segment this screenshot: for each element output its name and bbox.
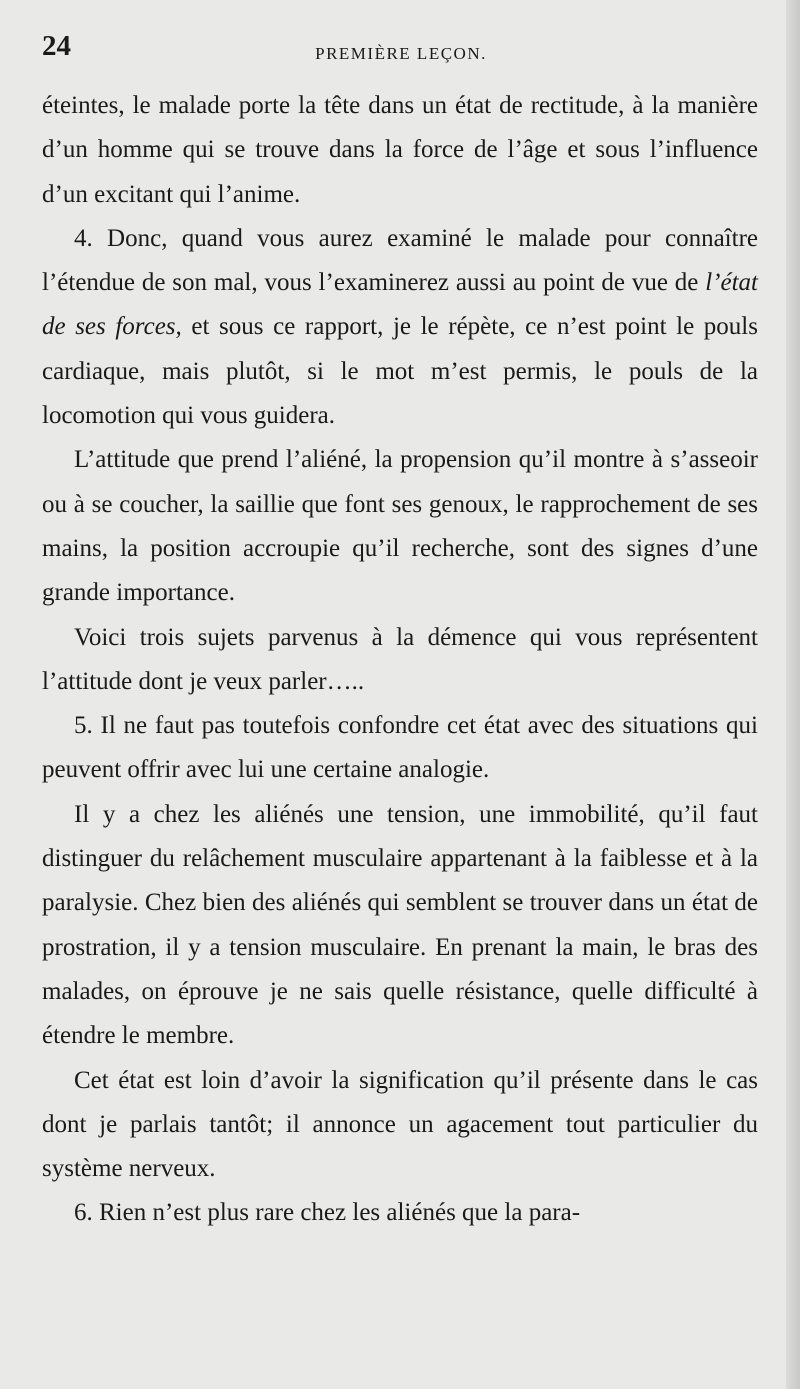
- paragraph-2: [42, 217, 758, 438]
- paragraph-8: 6. Rien n’est plus rare chez les aliénés que la para-: [74, 1199, 581, 1227]
- running-title: PREMIÈRE LEÇON.: [315, 44, 487, 63]
- page-number: 24: [42, 30, 71, 62]
- paragraph-4: Voici trois sujets parvenus à la démence qui vous représentent l’attitude dont je veux parler…..: [42, 623, 758, 695]
- paragraph-7: Cet état est loin d’avoir la signification qu’il présente dans le cas dont je parlais tantôt; il annonce un agacement tout particulier du système nerveux.: [42, 1066, 758, 1183]
- page-edge: [786, 0, 800, 1389]
- paragraph-2-emphasis: l’état de ses forces,: [42, 269, 758, 341]
- page-header: [42, 30, 760, 74]
- paragraph-2-before: 4. Donc, quand vous aurez examiné le malade pour connaître l’étendue de son mal, vous l’examinerez aussi au point de vue de: [42, 224, 758, 297]
- body-text: [42, 84, 758, 1236]
- paragraph-2-after: et sous ce rapport, je le répète, ce n’est point le pouls cardiaque, mais plutôt, si le mot m’est permis, le pouls de la locomotion qui vous guidera.: [42, 313, 758, 430]
- paragraph-5: 5. Il ne faut pas toutefois confondre cet état avec des situations qui peuvent offrir avec lui une certaine analogie.: [42, 712, 758, 784]
- paragraph-1: éteintes, le malade porte la tête dans un état de rectitude, à la manière d’un homme qui se trouve dans la force de l’âge et sous l’influence d’un excitant qui l’anime.: [42, 92, 758, 208]
- paragraph-6: Il y a chez les aliénés une tension, une immobilité, qu’il faut distinguer du relâchement musculaire appartenant à la faiblesse et à la paralysie. Chez bien des aliénés qui semblent se trouver dans un état de prostration, il y a tension musculaire. En prenant la main, le bras des malades, on éprouve je ne sais quelle résistance, quelle difficulté à étendre le membre.: [42, 800, 758, 1050]
- paragraph-3: L’attitude que prend l’aliéné, la propension qu’il montre à s’asseoir ou à se coucher, la saillie que font ses genoux, le rapprochement de ses mains, la position accroupie qu’il recherche, sont des signes d’une grande importance.: [42, 446, 758, 607]
